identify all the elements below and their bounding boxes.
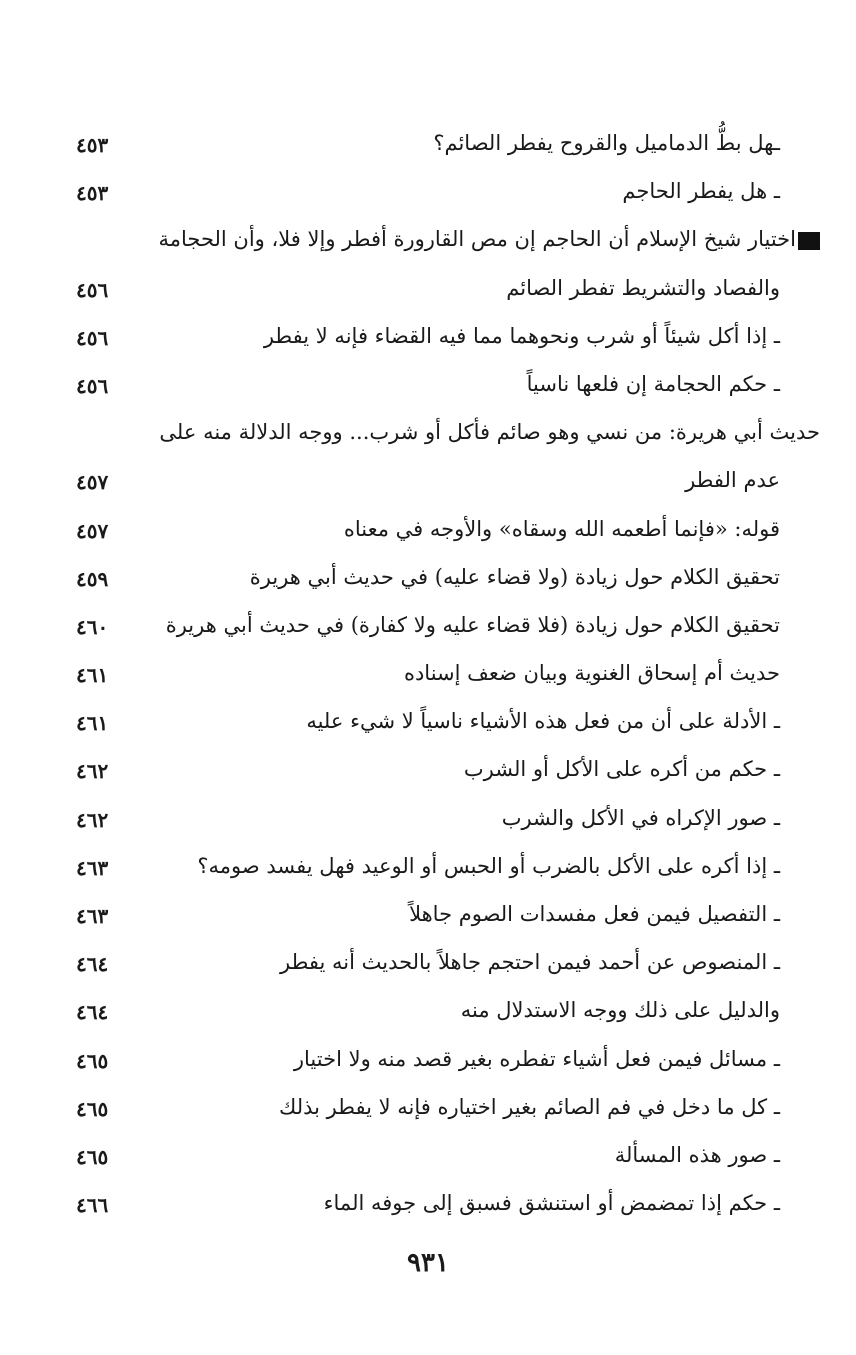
entry-page-number: ٤٦٦ xyxy=(76,1193,109,1218)
entry-page-number: ٤٥٣ xyxy=(76,181,109,206)
entry-page-number: ٤٦٤ xyxy=(76,952,109,977)
entry-text: ـ إذا أكل شيئاً أو شرب ونحوهما مما فيه القضاء فإنه لا يفطر xyxy=(263,323,780,348)
entry-text: ـ صور الإكراه في الأكل والشرب xyxy=(501,805,780,830)
entry-text: حديث أبي هريرة: من نسي وهو صائم فأكل أو شرب... ووجه الدلالة منه على xyxy=(159,420,820,445)
entry-page-number: ٤٦٢ xyxy=(76,759,109,784)
entry-text: ـ المنصوص عن أحمد فيمن احتجم جاهلاً بالحديث أنه يفطر xyxy=(280,950,780,975)
entry-text: تحقيق الكلام حول زيادة (فلا قضاء عليه ولا كفارة) في حديث أبي هريرة xyxy=(165,612,780,637)
index-entry xyxy=(60,1134,820,1182)
index-entry xyxy=(60,1038,820,1086)
entry-text: عدم الفطر xyxy=(685,468,780,493)
index-entry xyxy=(60,459,820,507)
entry-text-with-marker xyxy=(158,224,820,254)
index-entry xyxy=(60,363,820,411)
entry-page-number: ٤٦٥ xyxy=(76,1096,109,1121)
entry-text: ـ مسائل فيمن فعل أشياء تفطره بغير قصد منه ولا اختيار xyxy=(293,1046,780,1071)
index-entry xyxy=(60,700,820,748)
entry-page-number: ٤٥٣ xyxy=(76,133,109,157)
entry-page-number: ٤٦٥ xyxy=(76,1144,109,1169)
entry-text: اختيار شيخ الإسلام أن الحاجم إن مص القارورة أفطر وإلا فلا، وأن الحجامة xyxy=(158,227,796,252)
index-entry xyxy=(60,1182,820,1230)
entry-text: ـ حكم من أكره على الأكل أو الشرب xyxy=(463,757,780,782)
entry-page-number: ٤٦٥ xyxy=(76,1048,109,1073)
page-number: ٩٣١ xyxy=(407,1248,449,1278)
index-entry xyxy=(60,508,820,556)
entry-page-number: ٤٥٧ xyxy=(76,518,109,543)
index-entry xyxy=(60,604,820,652)
entry-text: ـ صور هذه المسألة xyxy=(614,1142,780,1167)
entry-text: حديث أم إسحاق الغنوية وبيان ضعف إسناده xyxy=(403,661,780,686)
index-entry xyxy=(60,748,820,796)
index-entry xyxy=(60,267,820,315)
entry-page-number: ٤٥٦ xyxy=(76,373,109,398)
entry-text: ـ إذا أكره على الأكل بالضرب أو الحبس أو الوعيد فهل يفسد صومه؟ xyxy=(197,853,780,878)
index-entry xyxy=(60,893,820,941)
entry-text: تحقيق الكلام حول زيادة (ولا قضاء عليه) في حديث أبي هريرة xyxy=(249,564,780,589)
entry-text: والدليل على ذلك ووجه الاستدلال منه xyxy=(460,998,780,1023)
index-entry xyxy=(60,652,820,700)
entry-text: ـ هل يفطر الحاجم xyxy=(622,179,780,204)
entry-page-number: ٤٦٣ xyxy=(76,855,109,880)
ink-blot-marker xyxy=(798,232,820,250)
entry-page-number: ٤٦٠ xyxy=(76,614,109,639)
entry-page-number: ٤٥٧ xyxy=(76,470,109,495)
index-entry xyxy=(60,411,820,459)
entry-page-number: ٤٦٢ xyxy=(76,807,109,832)
entry-text: ـ حكم إذا تمضمض أو استنشق فسبق إلى جوفه الماء xyxy=(323,1191,780,1216)
entry-text: ـ الأدلة على أن من فعل هذه الأشياء ناسياً لا شيء عليه xyxy=(306,709,780,734)
entry-text: ـ كل ما دخل في فم الصائم بغير اختياره فإنه لا يفطر بذلك xyxy=(279,1094,780,1119)
entry-text: ـ التفصيل فيمن فعل مفسدات الصوم جاهلاً xyxy=(409,902,780,926)
index-entry xyxy=(60,845,820,893)
entry-text: والفصاد والتشريط تفطر الصائم xyxy=(506,275,780,300)
entry-page-number: ٤٦٣ xyxy=(76,904,109,928)
index-entry xyxy=(60,315,820,363)
index-entry xyxy=(60,941,820,989)
entry-page-number: ٤٦٤ xyxy=(76,1000,109,1025)
index-entry xyxy=(60,1086,820,1134)
entry-text: قوله: «فإنما أطعمه الله وسقاه» والأوجه في معناه xyxy=(343,516,780,541)
entry-page-number: ٤٥٦ xyxy=(76,277,109,302)
index-entry xyxy=(60,170,820,218)
index-entries xyxy=(60,122,820,1230)
entry-page-number: ٤٦١ xyxy=(76,711,109,736)
index-entry xyxy=(60,218,820,266)
index-entry xyxy=(60,797,820,845)
entry-text: ـ حكم الحجامة إن فلعها ناسياً xyxy=(526,371,780,396)
entry-page-number: ٤٥٦ xyxy=(76,325,109,350)
index-entry xyxy=(60,122,820,170)
index-entry xyxy=(60,556,820,604)
index-entry xyxy=(60,989,820,1037)
entry-page-number: ٤٥٩ xyxy=(76,566,109,591)
entry-page-number: ٤٦١ xyxy=(76,663,109,688)
entry-text: ـهل بطُّ الدماميل والقروح يفطر الصائم؟ xyxy=(433,131,780,155)
